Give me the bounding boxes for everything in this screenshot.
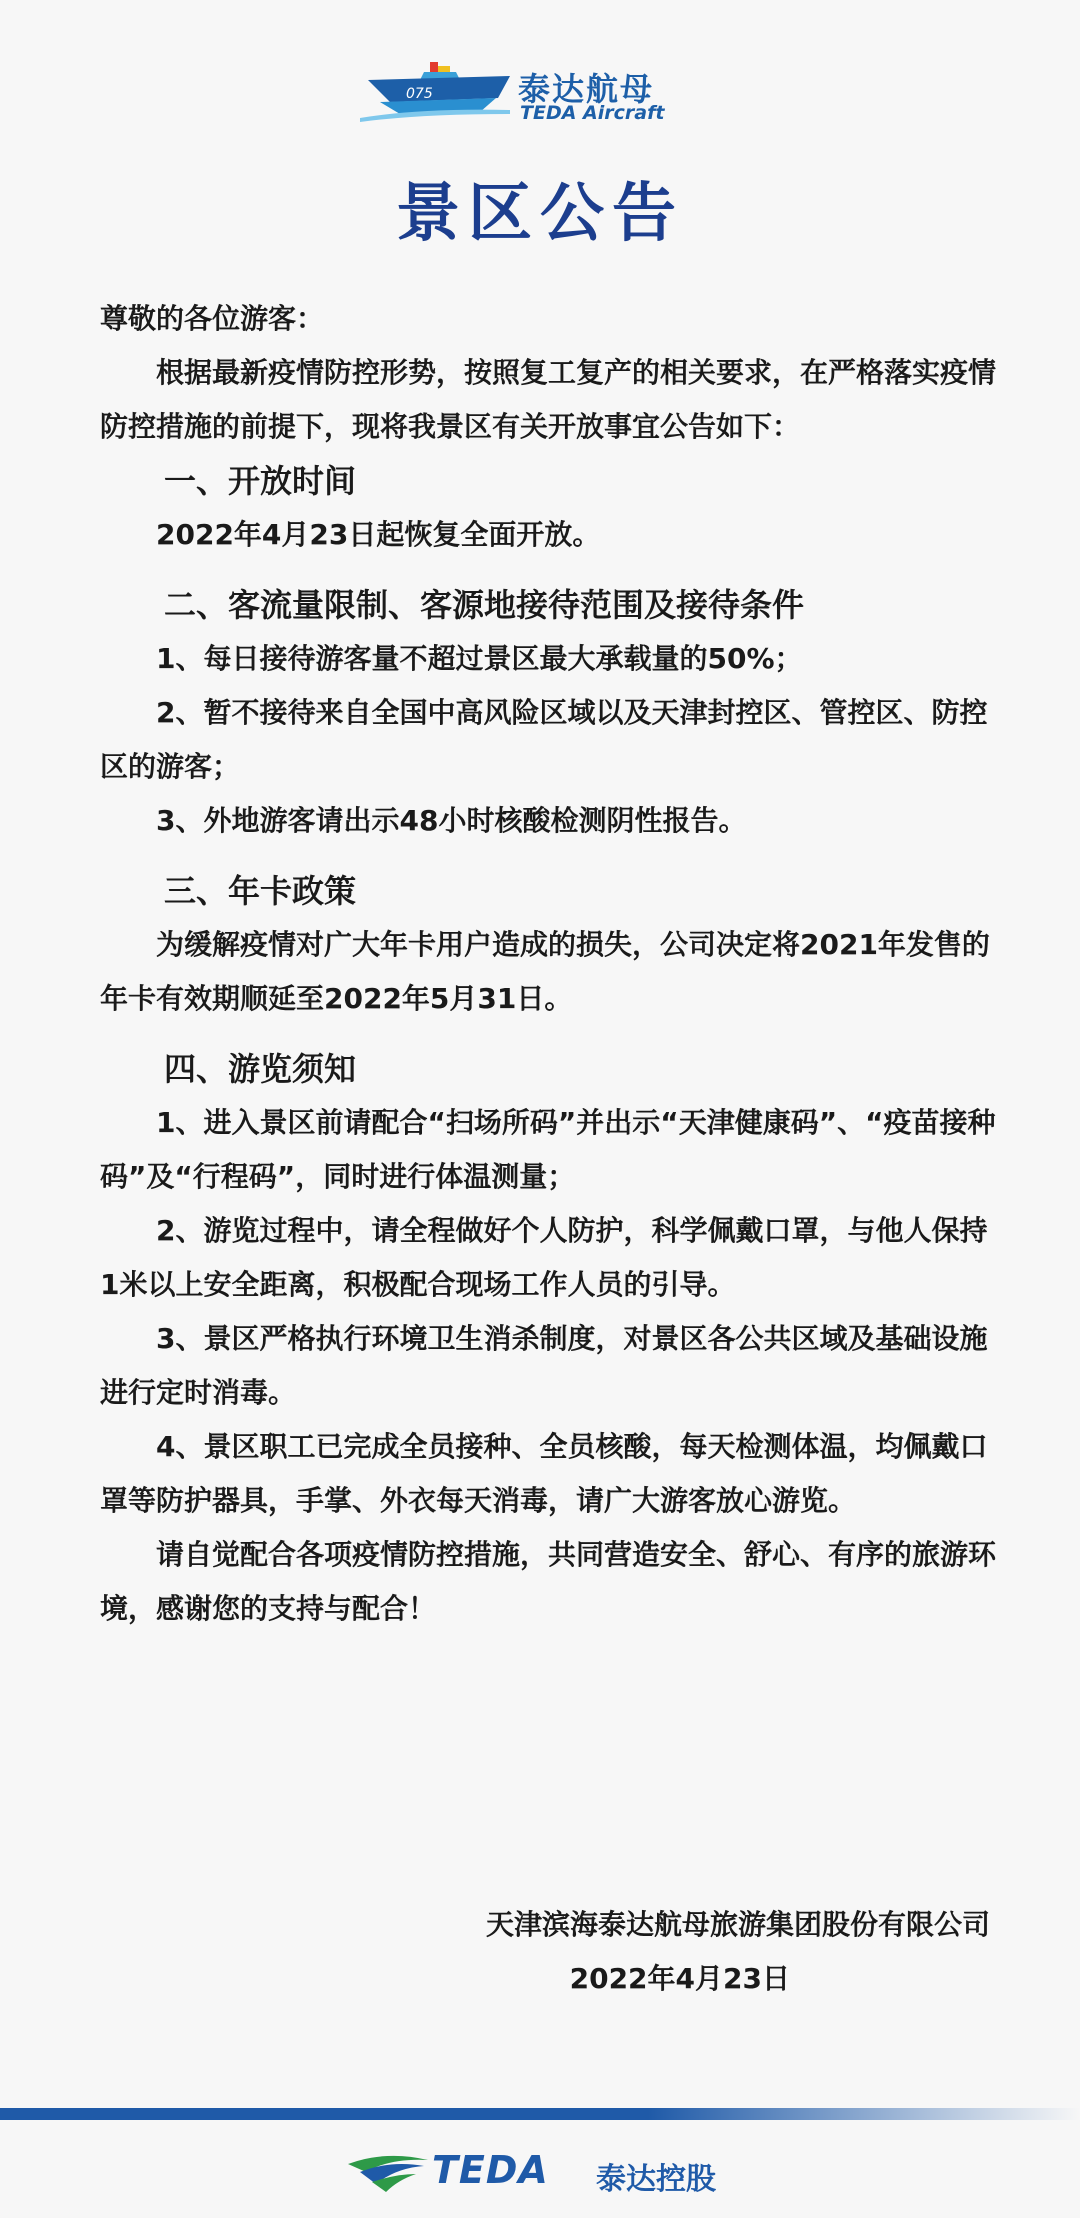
signature-date: 2022年4月23日 [569, 1962, 790, 1995]
section-2-paragraph-1: 1、每日接待游客量不超过景区最大承载量的50%； [156, 642, 803, 675]
closing-paragraph: 请自觉配合各项疫情防控措施，共同营造安全、舒心、有序的旅游环境，感谢您的支持与配合！ [100, 1538, 997, 1625]
logo-cn-text: 泰达航母 [518, 70, 655, 108]
ship-number: 075 [406, 86, 433, 102]
section-3-heading: 三、年卡政策 [164, 872, 357, 910]
section-2-heading: 二、客流量限制、客源地接待范围及接待条件 [164, 586, 805, 624]
logo-en-text: TEDA Aircraft [520, 102, 665, 124]
section-4-paragraph-2: 2、游览过程中，请全程做好个人防护，科学佩戴口罩，与他人保持1米以上安全距离，积极配合现场工作人员的引导。 [100, 1214, 988, 1301]
section-1-paragraph-1: 2022年4月23日起恢复全面开放。 [156, 518, 601, 551]
section-4-paragraph-4: 4、景区职工已完成全员接种、全员核酸，每天检测体温，均佩戴口罩等防护器具，手掌、外衣每天消毒，请广大游客放心游览。 [100, 1430, 988, 1517]
signature-block [100, 1898, 990, 2006]
notice-title: 景区公告 [396, 177, 684, 251]
section-4-paragraph-3: 3、景区严格执行环境卫生消杀制度，对景区各公共区域及基础设施进行定时消毒。 [100, 1322, 988, 1409]
teda-swoosh-icon [346, 2146, 430, 2196]
footer-cn: 泰达控股 [596, 2162, 716, 2197]
teda-aircraft-logo [360, 58, 720, 130]
footer-brand: TEDA [432, 2148, 549, 2192]
greeting: 尊敬的各位游客： [100, 302, 325, 335]
intro-paragraph: 根据最新疫情防控形势，按照复工复产的相关要求，在严格落实疫情防控措施的前提下，现将我景区有关开放事宜公告如下： [100, 356, 997, 443]
footer-divider [0, 2108, 1080, 2120]
section-2-paragraph-2: 2、暂不接待来自全国中高风险区域以及天津封控区、管控区、防控区的游客； [100, 696, 988, 783]
section-1-heading: 一、开放时间 [164, 462, 357, 500]
company-name: 天津滨海泰达航母旅游集团股份有限公司 [485, 1908, 990, 1941]
section-4-heading: 四、游览须知 [164, 1050, 357, 1088]
aircraft-carrier-icon [360, 58, 520, 130]
teda-holdings-logo [346, 2146, 746, 2196]
section-4-paragraph-1: 1、进入景区前请配合“扫场所码”并出示“天津健康码”、“疫苗接种码”及“行程码”，同时进行体温测量； [100, 1106, 996, 1193]
section-2-paragraph-3: 3、外地游客请出示48小时核酸检测阴性报告。 [156, 804, 747, 837]
notice-body [100, 292, 1000, 1636]
section-3-paragraph-1: 为缓解疫情对广大年卡用户造成的损失，公司决定将2021年发售的年卡有效期顺延至2022年5月31日。 [100, 928, 990, 1015]
